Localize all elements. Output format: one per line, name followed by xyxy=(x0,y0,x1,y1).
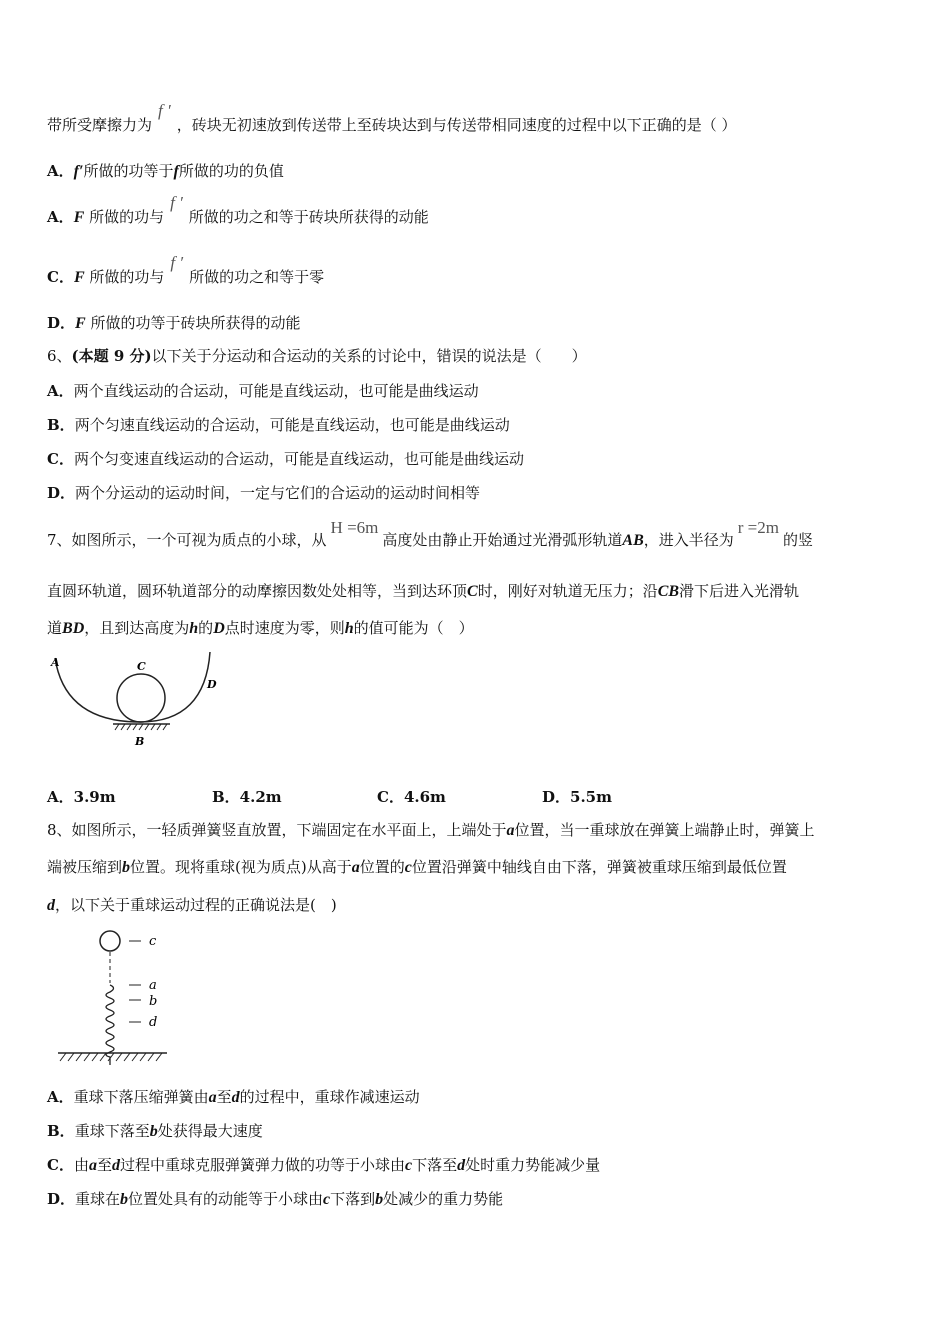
q8-option-d xyxy=(47,1189,503,1210)
text-run: d xyxy=(457,1157,466,1174)
q7-stem-line1 xyxy=(47,518,814,551)
text-run: 处时重力势能减少量 xyxy=(465,1156,601,1174)
text-run: CB xyxy=(657,583,680,600)
text-run: 以下关于分运动和合运动的关系的讨论中，错误的说法是（ ） xyxy=(151,347,587,365)
text-run: 所做的功等于 xyxy=(83,162,174,180)
text-run: d xyxy=(47,897,55,914)
text-run: ，砖块无初速放到传送带上至砖块达到与传送带相同速度的过程中以下正确的是（ ） xyxy=(176,116,737,134)
text-run: b xyxy=(122,859,131,876)
q8-option-a xyxy=(47,1087,420,1108)
q7-option-b: B．4.2m xyxy=(212,788,282,806)
q8-stem-line1 xyxy=(47,820,815,841)
text-run: 至 xyxy=(216,1088,232,1106)
text-run: 所做的功等于砖块所获得的动能 xyxy=(85,314,301,332)
label-b: B xyxy=(135,735,145,748)
text-run: 所做的功与 xyxy=(84,208,165,226)
text-run: a xyxy=(88,1157,97,1174)
text-run: C xyxy=(467,583,478,600)
text-run: ，且到达高度为 xyxy=(84,619,190,637)
text-run: 两个直线运动的合运动，可能是直线运动，也可能是曲线运动 xyxy=(73,382,479,400)
q6-stem xyxy=(47,346,587,366)
text-run: 过程中重球克服弹簧弹力做的功等于小球由 xyxy=(119,1156,405,1174)
q6-option-c xyxy=(47,449,524,469)
q6-option-d xyxy=(47,483,480,503)
q8-stem-line3 xyxy=(47,895,337,916)
text-run: BD xyxy=(62,620,85,637)
text-run: f xyxy=(173,163,179,180)
text-run: 滑下后进入光滑轨 xyxy=(679,582,800,600)
text-run: C． xyxy=(47,1156,74,1174)
text-run: 道 xyxy=(47,619,63,637)
text-run: 的过程中，重球作减速运动 xyxy=(239,1088,420,1106)
label-c: c xyxy=(149,934,157,949)
text-run: 重球下落至 xyxy=(74,1122,150,1140)
text-run: D． xyxy=(47,314,76,332)
q5-option-d xyxy=(47,313,300,334)
text-run: AB xyxy=(622,532,644,549)
text-run: h xyxy=(189,620,199,637)
q7-stem-line3 xyxy=(47,618,474,639)
math-expression: f ′ xyxy=(158,101,171,120)
math-expression: f ′ xyxy=(170,193,183,212)
text-run: 的值可能为（ ） xyxy=(353,619,474,637)
label-b: b xyxy=(149,994,158,1009)
text-run: h xyxy=(344,620,354,637)
text-run: 高度处由静止开始通过光滑弧形轨道 xyxy=(382,531,623,549)
q8-stem-line2 xyxy=(47,857,787,878)
text-run: a xyxy=(208,1089,217,1106)
text-run: d xyxy=(231,1089,240,1106)
text-run: 端被压缩到 xyxy=(47,858,123,876)
text-run: 8、如图所示，一轻质弹簧竖直放置，下端固定在水平面上，上端处于 xyxy=(47,821,507,839)
text-run: 所做的功与 xyxy=(84,268,165,286)
text-run: 时，刚好对轨道无压力；沿 xyxy=(477,582,658,600)
text-run: 重球在 xyxy=(75,1190,121,1208)
text-run: D． xyxy=(47,1190,76,1208)
text-run: C． xyxy=(47,268,74,286)
text-run: a xyxy=(351,859,360,876)
text-run: 所做的功之和等于零 xyxy=(189,268,325,286)
text-run: D． xyxy=(47,484,76,502)
text-run: 的 xyxy=(198,619,214,637)
q5-stem-end xyxy=(47,101,737,135)
text-run: ，以下关于重球运动过程的正确说法是( ) xyxy=(55,896,337,914)
q7-option-c: C．4.6m xyxy=(377,788,446,806)
text-run: 的竖 xyxy=(783,531,814,549)
label-a: A xyxy=(51,656,60,669)
text-run: 由 xyxy=(73,1156,89,1174)
q5-option-a xyxy=(47,161,284,182)
text-run: 下落至 xyxy=(412,1156,458,1174)
text-run: B． xyxy=(47,1122,75,1140)
q6-option-b xyxy=(47,415,510,435)
text-run: 7、如图所示，一个可视为质点的小球，从 xyxy=(47,531,327,549)
label-d: d xyxy=(149,1015,158,1030)
q8-option-c xyxy=(47,1155,600,1176)
text-run: 处获得最大速度 xyxy=(157,1122,263,1140)
text-run: D xyxy=(213,620,225,637)
loop-track-figure xyxy=(45,650,225,750)
text-run: c xyxy=(323,1191,331,1208)
text-run: 位置。现将重球(视为质点)从高于 xyxy=(130,858,352,876)
text-run: 位置的 xyxy=(359,858,405,876)
text-run: B． xyxy=(47,416,75,434)
text-run: 位置沿弹簧中轴线自由下落，弹簧被重球压缩到最低位置 xyxy=(411,858,787,876)
q7-option-d: D．5.5m xyxy=(542,788,612,806)
text-run: 所做的功之和等于砖块所获得的动能 xyxy=(188,208,429,226)
text-run: 两个匀速直线运动的合运动，可能是直线运动，也可能是曲线运动 xyxy=(74,416,510,434)
text-run: b xyxy=(149,1123,158,1140)
text-run: 所做的功的负值 xyxy=(178,162,284,180)
text-run: b xyxy=(120,1191,129,1208)
text-run: 两个匀变速直线运动的合运动，可能是直线运动，也可能是曲线运动 xyxy=(73,450,524,468)
math-expression: f ′ xyxy=(170,253,184,272)
q5-option-c xyxy=(47,253,325,288)
label-c: C xyxy=(137,660,146,673)
label-a: a xyxy=(149,978,157,993)
text-run: c xyxy=(404,859,412,876)
text-run: 点时速度为零，则 xyxy=(224,619,345,637)
text-run: 带所受摩擦力为 xyxy=(47,116,153,134)
text-run: 直圆环轨道，圆环轨道部分的动摩擦因数处处相等，当到达环顶 xyxy=(47,582,468,600)
text-run: (本题 9 分) xyxy=(71,347,152,365)
text-run: F xyxy=(73,269,85,286)
text-run: F xyxy=(75,315,86,332)
text-run: ，进入半径为 xyxy=(643,531,734,549)
text-run: 下落到 xyxy=(330,1190,376,1208)
q7-option-a: A．3.9m xyxy=(47,788,116,806)
spring-figure xyxy=(55,925,185,1065)
text-run: F xyxy=(73,209,85,226)
text-run: A． xyxy=(47,162,74,180)
text-run: 至 xyxy=(96,1156,112,1174)
text-run: b xyxy=(375,1191,384,1208)
text-run: f′ xyxy=(73,163,84,180)
q8-option-b xyxy=(47,1121,263,1142)
text-run: 处减少的重力势能 xyxy=(383,1190,504,1208)
text-run: 位置，当一重球放在弹簧上端静止时，弹簧上 xyxy=(514,821,815,839)
label-d: D xyxy=(207,678,217,691)
text-run: A． xyxy=(47,208,74,226)
text-run: d xyxy=(111,1157,120,1174)
q7-stem-line2 xyxy=(47,581,799,602)
text-run: A． xyxy=(47,1088,74,1106)
q6-option-a xyxy=(47,381,479,401)
math-expression: r =2m xyxy=(737,518,779,537)
text-run: 6、 xyxy=(47,347,72,365)
text-run: A． xyxy=(47,382,74,400)
math-expression: H =6m xyxy=(330,518,379,537)
text-run: 两个分运动的运动时间，一定与它们的合运动的运动时间相等 xyxy=(75,484,481,502)
text-run: c xyxy=(405,1157,413,1174)
text-run: a xyxy=(506,822,515,839)
text-run: 重球下落压缩弹簧由 xyxy=(73,1088,209,1106)
q5-option-b xyxy=(47,193,429,228)
text-run: 位置处具有的动能等于小球由 xyxy=(128,1190,324,1208)
text-run: C． xyxy=(47,450,74,468)
